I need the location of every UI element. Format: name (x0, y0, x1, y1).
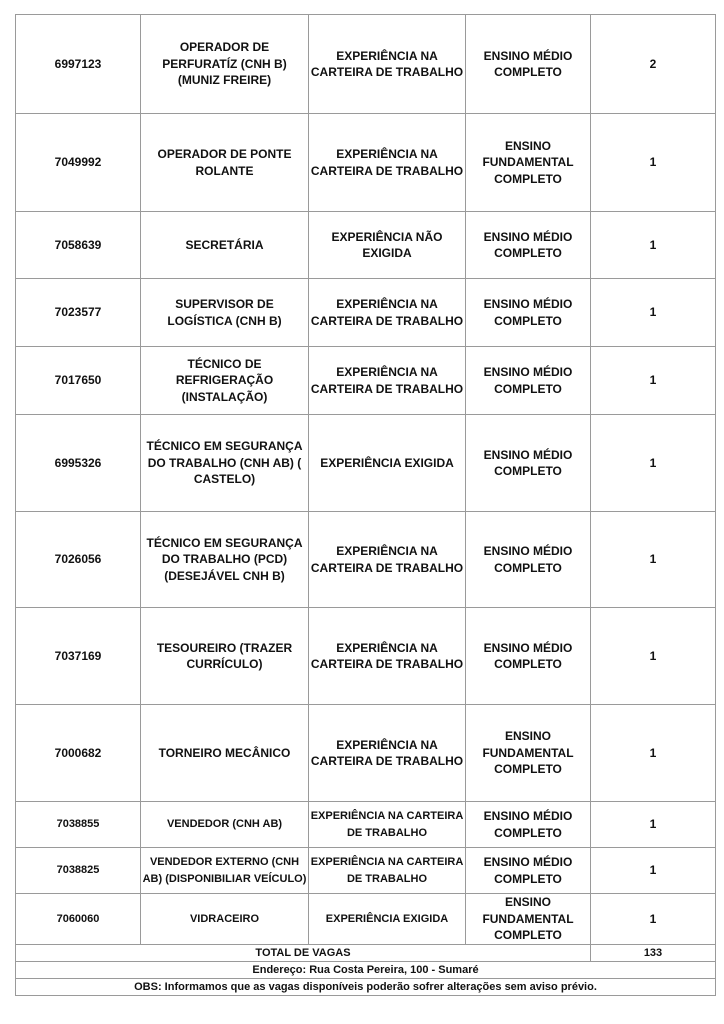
job-code: 7000682 (16, 705, 141, 802)
table-row (16, 212, 716, 279)
job-code: 7037169 (16, 608, 141, 705)
job-vacancies: 1 (591, 894, 716, 945)
job-title: TÉCNICO EM SEGURANÇA DO TRABALHO (PCD) (DESEJÁVEL CNH B) (141, 512, 309, 608)
job-vacancies: 1 (591, 279, 716, 347)
note-row (16, 978, 716, 995)
job-vacancies: 1 (591, 512, 716, 608)
job-vacancies: 1 (591, 705, 716, 802)
job-title: SECRETÁRIA (141, 212, 309, 279)
table-row (16, 705, 716, 802)
job-title: VENDEDOR EXTERNO (CNH AB) (DISPONIBILIAR VEÍCULO) (141, 848, 309, 894)
job-vacancies: 1 (591, 415, 716, 512)
job-title: OPERADOR DE PONTE ROLANTE (141, 114, 309, 212)
job-education: ENSINO MÉDIO COMPLETO (466, 848, 591, 894)
job-code: 7058639 (16, 212, 141, 279)
job-title: SUPERVISOR DE LOGÍSTICA (CNH B) (141, 279, 309, 347)
table-row (16, 114, 716, 212)
table-row (16, 415, 716, 512)
job-title: TÉCNICO DE REFRIGERAÇÃO (INSTALAÇÃO) (141, 347, 309, 415)
job-vacancies: 2 (591, 15, 716, 114)
table-row (16, 15, 716, 114)
job-education: ENSINO MÉDIO COMPLETO (466, 15, 591, 114)
job-experience: EXPERIÊNCIA NA CARTEIRA DE TRABALHO (309, 114, 466, 212)
job-code: 7060060 (16, 894, 141, 945)
table-row (16, 512, 716, 608)
job-code: 7017650 (16, 347, 141, 415)
job-experience: EXPERIÊNCIA NA CARTEIRA DE TRABALHO (309, 347, 466, 415)
job-education: ENSINO FUNDAMENTAL COMPLETO (466, 705, 591, 802)
job-experience: EXPERIÊNCIA NA CARTEIRA DE TRABALHO (309, 279, 466, 347)
job-code: 7038855 (16, 802, 141, 848)
table-row (16, 279, 716, 347)
job-experience: EXPERIÊNCIA NA CARTEIRA DE TRABALHO (309, 15, 466, 114)
job-experience: EXPERIÊNCIA NA CARTEIRA DE TRABALHO (309, 848, 466, 894)
job-vacancies: 1 (591, 802, 716, 848)
job-education: ENSINO MÉDIO COMPLETO (466, 512, 591, 608)
table-row (16, 608, 716, 705)
table-row (16, 848, 716, 894)
job-code: 7026056 (16, 512, 141, 608)
notice-text: OBS: Informamos que as vagas disponíveis poderão sofrer alterações sem aviso prévio. (16, 978, 716, 995)
table-row (16, 802, 716, 848)
job-experience: EXPERIÊNCIA NA CARTEIRA DE TRABALHO (309, 802, 466, 848)
job-education: ENSINO FUNDAMENTAL COMPLETO (466, 894, 591, 945)
job-title: TORNEIRO MECÂNICO (141, 705, 309, 802)
job-education: ENSINO MÉDIO COMPLETO (466, 347, 591, 415)
address-row (16, 961, 716, 978)
job-title: VIDRACEIRO (141, 894, 309, 945)
job-title: VENDEDOR (CNH AB) (141, 802, 309, 848)
job-experience: EXPERIÊNCIA NA CARTEIRA DE TRABALHO (309, 705, 466, 802)
total-value: 133 (591, 944, 716, 961)
job-experience: EXPERIÊNCIA NA CARTEIRA DE TRABALHO (309, 608, 466, 705)
job-education: ENSINO MÉDIO COMPLETO (466, 802, 591, 848)
job-title: TESOUREIRO (TRAZER CURRÍCULO) (141, 608, 309, 705)
job-code: 6995326 (16, 415, 141, 512)
job-education: ENSINO MÉDIO COMPLETO (466, 608, 591, 705)
job-listings-table (15, 14, 716, 996)
address-text: Endereço: Rua Costa Pereira, 100 - Sumaré (16, 961, 716, 978)
job-vacancies: 1 (591, 347, 716, 415)
total-label: TOTAL DE VAGAS (16, 944, 591, 961)
job-vacancies: 1 (591, 114, 716, 212)
table-row (16, 347, 716, 415)
job-education: ENSINO MÉDIO COMPLETO (466, 279, 591, 347)
job-code: 7038825 (16, 848, 141, 894)
job-code: 7049992 (16, 114, 141, 212)
table-row (16, 894, 716, 945)
job-vacancies: 1 (591, 608, 716, 705)
job-experience: EXPERIÊNCIA EXIGIDA (309, 415, 466, 512)
job-vacancies: 1 (591, 212, 716, 279)
job-education: ENSINO FUNDAMENTAL COMPLETO (466, 114, 591, 212)
job-education: ENSINO MÉDIO COMPLETO (466, 415, 591, 512)
total-row (16, 944, 716, 961)
job-experience: EXPERIÊNCIA NÃO EXIGIDA (309, 212, 466, 279)
job-code: 7023577 (16, 279, 141, 347)
job-title: OPERADOR DE PERFURATÍZ (CNH B) (MUNIZ FREIRE) (141, 15, 309, 114)
job-title: TÉCNICO EM SEGURANÇA DO TRABALHO (CNH AB) ( CASTELO) (141, 415, 309, 512)
job-education: ENSINO MÉDIO COMPLETO (466, 212, 591, 279)
job-experience: EXPERIÊNCIA NA CARTEIRA DE TRABALHO (309, 512, 466, 608)
job-vacancies: 1 (591, 848, 716, 894)
job-code: 6997123 (16, 15, 141, 114)
job-experience: EXPERIÊNCIA EXIGIDA (309, 894, 466, 945)
